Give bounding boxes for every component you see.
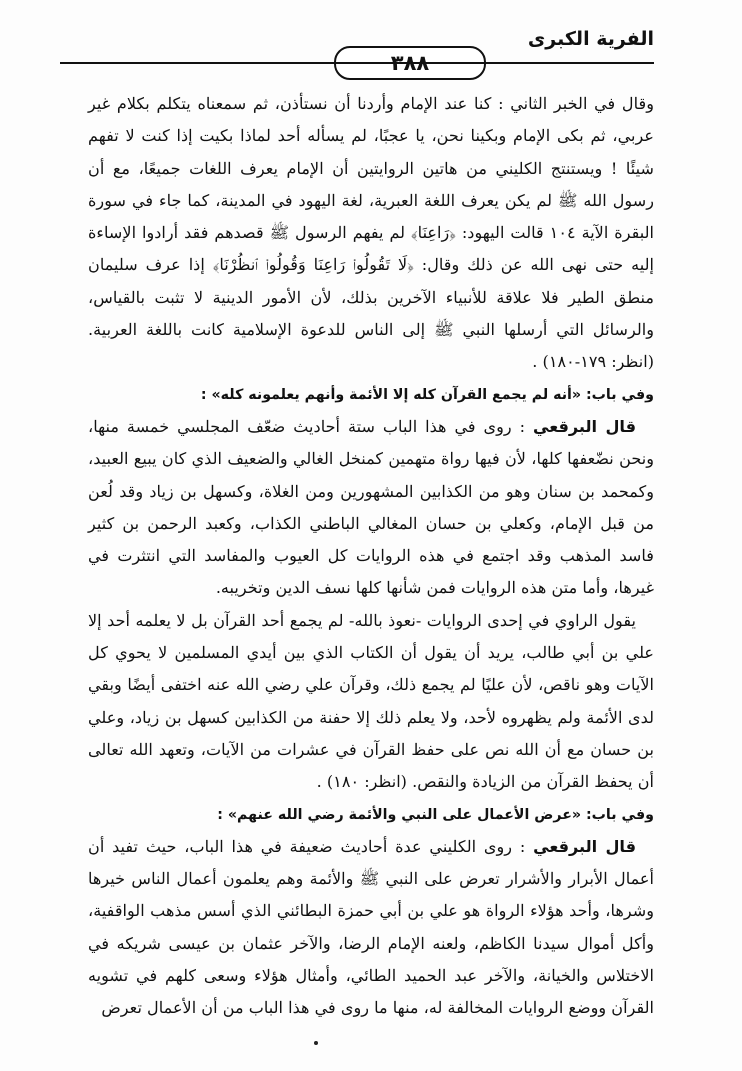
- page-number: ٣٨٨: [390, 51, 430, 75]
- header-rule: [60, 62, 654, 64]
- paragraph-burqai-1: [88, 411, 654, 605]
- running-title: الفرية الكبرى: [527, 28, 654, 50]
- speaker-label: قال البرقعي: [532, 416, 636, 436]
- paragraph-burqai-2: [88, 831, 654, 1025]
- page-header: [60, 28, 654, 75]
- section-heading-deeds: وفي باب: «عرض الأعمال على النبي والأئمة رضي الله عنهم» :: [217, 806, 654, 823]
- paragraph-text: : روى في هذا الباب ستة أحاديث ضعّف المجلسي خمسة منها، ونحن نضّعفها كلها، لأن فيها رواة متهمين كمنخل الغالي والضعيف الذي كان يبيع العبيد، وكمحمد بن سنان وهو من الكذابين المشهورين ومن الغلاة، وكسهل بن زياد وقد لُعن من قبل الإمام، وكعلي بن حسان المغالي الباطني الكذاب، وكعبد الرحمن بن كثير فاسد المذهب وقد اجتمع في هذه الروايات كل العيوب والمفاسد التي انتثرت في غيرها، وأما متن هذه الروايات فمن شأنها كلها نسف الدين وتخريبه.: [88, 416, 654, 598]
- paragraph-text: : روى الكليني عدة أحاديث ضعيفة في هذا الباب، حيث تفيد أن أعمال الأبرار والأشرار تعرض على النبي ﷺ والأئمة وهم يعلمون أعمال الناس خيرها وشرها، وأحد هؤلاء الرواة هو علي بن أبي حمزة البطائني الذي أسس مذهب الواقفية، وأكل أموال سيدنا الكاظم، ولعنه الإمام الرضا، والآخر عثمان بن عيسى شريكه في الاختلاس والخيانة، والآخر عبد الحميد الطائي، وأمثال هؤلاء وسعى كلهم في تشويه القرآن ووضع الروايات المخالفة له، منها ما روى في هذا الباب من أن الأعمال تعرض: [88, 836, 654, 1018]
- paragraph-narrator: يقول الراوي في إحدى الروايات -نعوذ بالله- لم يجمع أحد القرآن بل لا يعلمه أحد إلا علي بن أبي طالب، يريد أن يقول أن الكتاب الذي بين أيدي المسلمين لا يحوي كل الآيات وهو ناقص، لأن عليًا لم يجمع ذلك، وقرآن علي رضي الله عنه اختفى أيضًا وبقي لدى الأئمة ولم يظهروه لأحد، ولا يعلم ذلك إلا حفنة من الكذابين كسهل بن زياد، وعلي بن حسان مع أن الله نص على حفظ القرآن في عشرات من الآيات، وتعهد الله تعالى أن يحفظ القرآن من الزيادة والنقص. (انظر: ١٨٠) .: [88, 610, 654, 792]
- scan-speck: [314, 1041, 318, 1045]
- paragraph-intro: وقال في الخبر الثاني : كنا عند الإمام وأردنا أن نستأذن، ثم سمعناه يتكلم بكلام غير عربي، ثم بكى الإمام وبكينا نحن، يا عجبًا، لم يسأله أحد لماذا بكيت إذا كنت لا تفهم شيئًا ! ويستنتج الكليني من هاتين الروايتين أن الإمام يعرف اللغات جميعًا، مع أن رسول الله ﷺ لم يكن يعرف اللغة العبرية، لغة اليهود في المدينة، كما جاء في سورة البقرة الآية ١٠٤ قالت اليهود: ﴿رَاعِنَا﴾ لم يفهم الرسول ﷺ قصدهم فقد أرادوا الإساءة إليه حتى نهى الله عن ذلك وقال: ﴿لَا تَقُولُوا۟ رَاعِنَا وَقُولُوا۟ ٱنظُرْنَا﴾ إذا عرف سليمان منطق الطير فلا علاقة للأنبياء الآخرين بذلك، لأن الأمور الدينية لا تثبت بالقياس، والرسائل التي أرسلها النبي ﷺ إلى الناس للدعوة الإسلامية كانت باللغة العربية. (انظر: ١٧٩-١٨٠) .: [88, 94, 654, 372]
- section-heading-quran: وفي باب: «أنه لم يجمع القرآن كله إلا الأئمة وأنهم يعلمونه كله» :: [200, 386, 654, 403]
- speaker-label: قال البرقعي: [533, 836, 636, 856]
- body-text: [88, 88, 654, 1025]
